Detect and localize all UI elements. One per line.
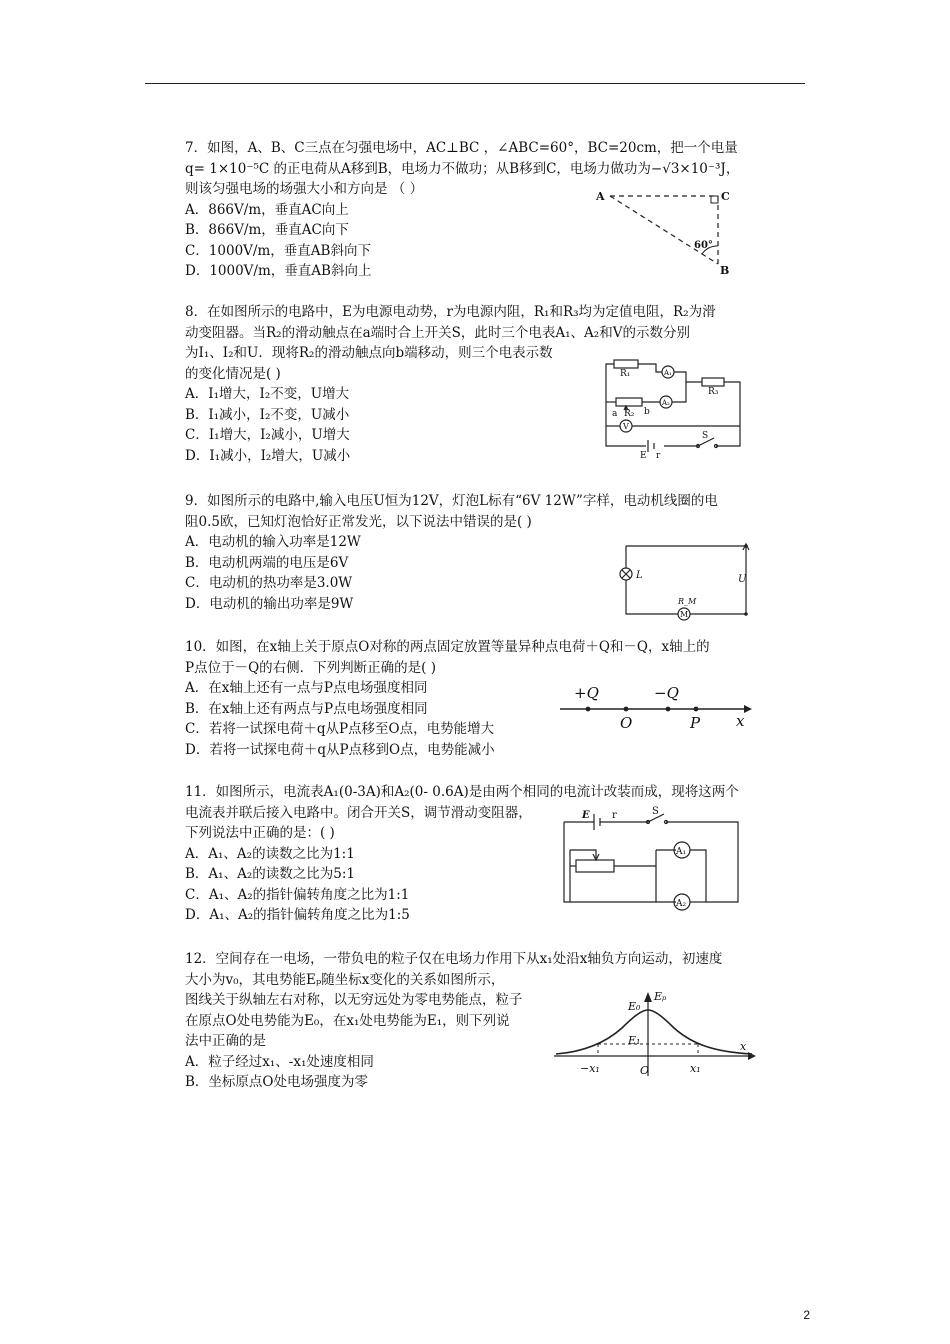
figure-9-circuit <box>606 536 756 626</box>
fig11-label-r: r <box>612 810 617 821</box>
question-8-stem-line: 8．在如图所示的电路中，E为电源电动势，r为电源内阻，R₁和R₃均为定值电阻，R₂为滑 <box>185 304 716 320</box>
question-8-stem-line: 的变化情况是( ) <box>185 365 281 382</box>
fig12-label-x1: x₁ <box>690 1062 701 1075</box>
question-7-option-b: B．866V/m，垂直AC向下 <box>185 222 349 238</box>
question-12-stem-line: 大小为v₀，其电势能Eₚ随坐标x变化的关系如图所示， <box>185 971 505 988</box>
fig7-label-angle: 60° <box>694 240 713 251</box>
fig8-label-r2: R₂ <box>624 409 635 419</box>
question-10-option-b: B．在x轴上还有两点与P点电场强度相同 <box>185 700 428 717</box>
figure-10-axis <box>556 680 756 736</box>
fig12-label-e1: E₁ <box>628 1034 641 1047</box>
fig8-label-r3: R₃ <box>708 387 719 397</box>
fig10-label-o: O <box>620 714 633 732</box>
fig7-label-a: A <box>596 190 605 203</box>
question-12-option-b: B．坐标原点O处电场强度为零 <box>185 1074 368 1090</box>
question-12-stem-line: 法中正确的是 <box>185 1033 266 1049</box>
question-7-option-d: D．1000V/m，垂直AB斜向上 <box>185 263 372 279</box>
question-10-stem-line: 10．如图，在x轴上关于原点O对称的两点固定放置等量异种点电荷＋Q和－Q，x轴上的 <box>185 639 710 655</box>
question-9-option-b: B．电动机两端的电压是6V <box>185 554 349 571</box>
question-8-stem-line: 动变阻器。当R₂的滑动触点在a端时合上开关S，此时三个电表A₁、A₂和V的示数分别 <box>185 324 690 341</box>
figure-7-triangle <box>590 186 740 276</box>
question-9-stem-line: 阻0.5欧，已知灯泡恰好正常发光，以下说法中错误的是( ) <box>185 513 532 530</box>
figure-12-potential-energy <box>552 988 762 1080</box>
fig9-label-u: U <box>738 574 747 585</box>
header-rule <box>145 83 805 84</box>
fig8-label-a1: A₁ <box>664 369 672 377</box>
question-9-option-d: D．电动机的输出功率是9W <box>185 595 354 612</box>
question-7-option-a: A．866V/m，垂直AC向上 <box>185 201 349 218</box>
question-11-option-b: B．A₁、A₂的读数之比为5:1 <box>185 866 355 882</box>
question-8-stem-line: 为I₁、I₂和U．现将R₂的滑动触点向b端移动，则三个电表示数 <box>185 345 553 361</box>
fig11-label-a1: A₁ <box>676 847 687 857</box>
fig8-label-e: E <box>640 451 647 459</box>
question-9-stem-line: 9．如图所示的电路中,输入电压U恒为12V，灯泡L标有“6V 12W”字样，电动机线圈的电 <box>185 493 718 509</box>
question-11-stem-line: 下列说法中正确的是：( ) <box>185 825 335 841</box>
question-12-option-a: A．粒子经过x₁、-x₁处速度相同 <box>185 1053 374 1070</box>
question-8-option-d: D．I₁减小，I₂增大，U减小 <box>185 447 351 464</box>
fig8-label-r: r <box>656 451 661 459</box>
fig8-label-v: V <box>623 422 629 431</box>
fig12-label-o: O <box>640 1064 650 1077</box>
fig11-label-a2: A₂ <box>676 899 687 909</box>
question-11-option-c: C．A₁、A₂的指针偏转角度之比为1:1 <box>185 886 410 903</box>
question-7-stem-line: q= 1×10⁻⁵C 的正电荷从A移到B，电场力不做功；从B移到C，电场力做功为−√3×10⁻³J， <box>185 160 740 177</box>
fig12-label-neg-x1: −x₁ <box>580 1062 600 1075</box>
question-12-stem-line: 图线关于纵轴左右对称，以无穷远处为零电势能点，粒子 <box>185 992 523 1008</box>
fig9-label-l: L <box>636 570 643 581</box>
question-9-option-c: C．电动机的热功率是3.0W <box>185 575 353 591</box>
question-10-option-d: D．若将一试探电荷＋q从P点移到O点，电势能减小 <box>185 741 495 758</box>
figure-8-circuit <box>598 354 748 459</box>
question-11-stem-line: 11．如图所示，电流表A₁(0-3A)和A₂(0- 0.6A)是由两个相同的电流计改装而成，现将这两个 <box>185 784 739 800</box>
fig12-label-ep: Eₚ <box>654 990 667 1003</box>
fig11-label-e: E <box>582 810 590 821</box>
question-7-stem-line: 7．如图，A、B、C三点在匀强电场中，AC⊥BC ，∠ABC=60°，BC=20cm，把一个电量 <box>185 140 738 156</box>
question-7-stem-line: 则该匀强电场的场强大小和方向是 （ ） <box>185 181 424 197</box>
fig8-label-b: b <box>644 407 650 417</box>
figure-11-circuit <box>556 804 746 916</box>
fig8-label-s: S <box>702 431 709 441</box>
fig11-label-s: S <box>652 806 659 817</box>
question-8-option-b: B．I₁减小，I₂不变，U减小 <box>185 406 350 423</box>
question-7-option-c: C．1000V/m，垂直AB斜向下 <box>185 242 371 259</box>
fig10-label-minus-q: −Q <box>654 684 679 702</box>
question-10-option-a: A．在x轴上还有一点与P点电场强度相同 <box>185 680 428 696</box>
question-8-option-a: A．I₁增大，I₂不变，U增大 <box>185 386 350 402</box>
question-12-stem-line: 12．空间存在一电场，一带负电的粒子仅在电场力作用下从x₁处沿x轴负方向运动，初速度 <box>185 951 723 967</box>
question-12-stem-line: 在原点O处电势能为E₀，在x₁处电势能为E₁，则下列说 <box>185 1012 510 1029</box>
question-11-option-d: D．A₁、A₂的指针偏转角度之比为1:5 <box>185 907 410 923</box>
fig8-label-a2: A₂ <box>662 399 670 407</box>
question-8-option-c: C．I₁增大，I₂减小，U增大 <box>185 427 350 443</box>
fig8-label-a: a <box>612 409 618 419</box>
question-10-stem-line: P点位于－Q的右侧．下列判断正确的是( ) <box>185 659 436 676</box>
fig8-label-r1: R₁ <box>620 369 631 379</box>
fig10-label-p: P <box>690 714 701 732</box>
fig9-label-m: M <box>680 610 689 619</box>
fig12-label-x: x <box>740 1040 747 1053</box>
question-11-option-a: A．A₁、A₂的读数之比为1:1 <box>185 845 355 862</box>
page-number: 2 <box>803 1308 810 1322</box>
question-10-option-c: C．若将一试探电荷＋q从P点移至O点，电势能增大 <box>185 721 495 737</box>
question-9-option-a: A．电动机的输入功率是12W <box>185 534 361 550</box>
fig9-label-rm: R_M <box>678 597 697 606</box>
fig10-label-plus-q: +Q <box>574 684 599 702</box>
fig12-label-e0: E₀ <box>628 1000 641 1013</box>
fig10-label-x: x <box>736 712 745 730</box>
fig7-label-c: C <box>721 190 730 203</box>
question-11-stem-line: 电流表并联后接入电路中。闭合开关S，调节滑动变阻器， <box>185 804 532 821</box>
fig7-label-b: B <box>720 264 730 276</box>
